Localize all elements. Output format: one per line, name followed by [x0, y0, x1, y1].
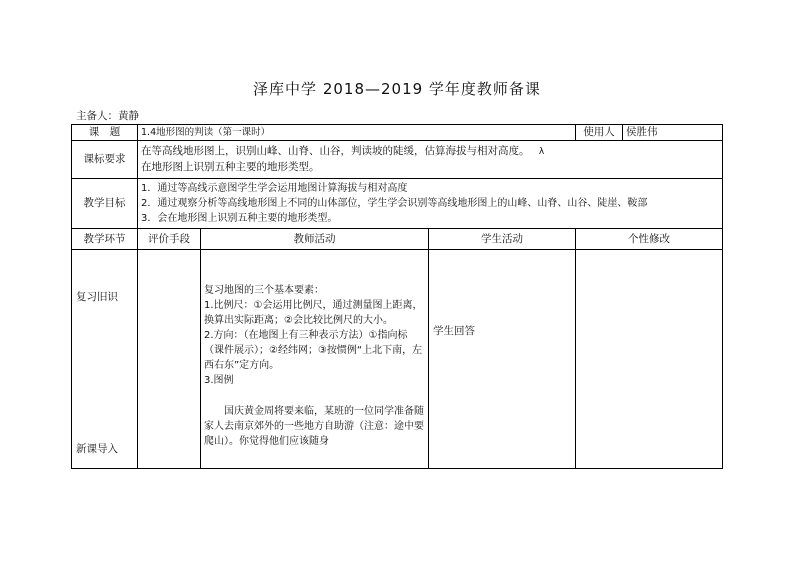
standard-row	[72, 141, 723, 179]
standard-label: 课标要求	[72, 141, 138, 179]
goals-label: 教学目标	[72, 179, 138, 229]
topic-label: 课 题	[72, 125, 138, 141]
goal-line-2: 2．通过观察分析等高线地形图上不同的山体部位，学生学会识别等高线地形图上的山峰、山脊、山谷、陡崖、鞍部	[141, 198, 648, 209]
teacher-line-5	[204, 388, 425, 404]
preparer-line: 主备人：黄静	[76, 110, 139, 122]
teacher-line-3: 2.方向：（在地图上有三种表示方法）①指向标（课件展示）；②经纬网；③按惯例“上北下南，左西右东”定方向。	[204, 330, 423, 371]
document-title: 泽库中学 2018—2019 学年度教师备课	[253, 80, 541, 98]
teacher-line-1: 复习地图的三个基本要素：	[204, 285, 324, 296]
standard-mark: λ	[538, 147, 545, 157]
header-eval: 评价手段	[138, 229, 201, 250]
standard-line-1: 在等高线地形图上，识别山峰、山脊、山谷，判读坡的陡缓，估算海拔与相对高度。	[141, 145, 530, 157]
teacher-line-2: 1.比例尺：①会运用比例尺，通过测量图上距离，换算出实际距离；②会比较比例尺的大小。	[204, 300, 423, 326]
stage-cell	[72, 250, 138, 469]
user-value: 侯胜伟	[623, 125, 723, 141]
lesson-plan-table	[71, 124, 723, 469]
stage-review-label: 复习旧识	[76, 291, 118, 303]
teacher-line-4: 3.图例	[204, 375, 234, 386]
student-answer-text: 学生回答	[433, 325, 475, 337]
header-student: 学生活动	[429, 229, 576, 250]
standard-line-2: 在地形图上识别五种主要的地形类型。	[141, 161, 320, 173]
activity-row	[72, 250, 723, 469]
eval-cell	[138, 250, 201, 469]
header-teacher: 教师活动	[201, 229, 429, 250]
student-activity-cell	[429, 250, 576, 469]
header-personal: 个性修改	[576, 229, 723, 250]
topic-value: 1.4地形图的判读（第一课时）	[138, 125, 576, 141]
goals-row	[72, 179, 723, 229]
goals-content	[138, 179, 723, 229]
personal-cell	[576, 250, 723, 469]
topic-row	[72, 125, 723, 141]
user-label: 使用人	[576, 125, 623, 141]
teacher-line-6: 国庆黄金周将要来临，某班的一位同学准备随家人去南京郊外的一些地方自助游（注意：途中要爬山）。你觉得他们应该随身	[204, 406, 424, 447]
teacher-activity-cell	[201, 250, 429, 469]
column-header-row	[72, 229, 723, 250]
header-stage: 教学环节	[72, 229, 138, 250]
goal-line-1: 1．通过等高线示意图学生学会运用地图计算海拔与相对高度	[141, 183, 408, 194]
goal-line-3: 3．会在地形图上识别五种主要的地形类型。	[141, 213, 338, 224]
stage-intro-label: 新课导入	[76, 443, 118, 455]
standard-content	[138, 141, 723, 179]
